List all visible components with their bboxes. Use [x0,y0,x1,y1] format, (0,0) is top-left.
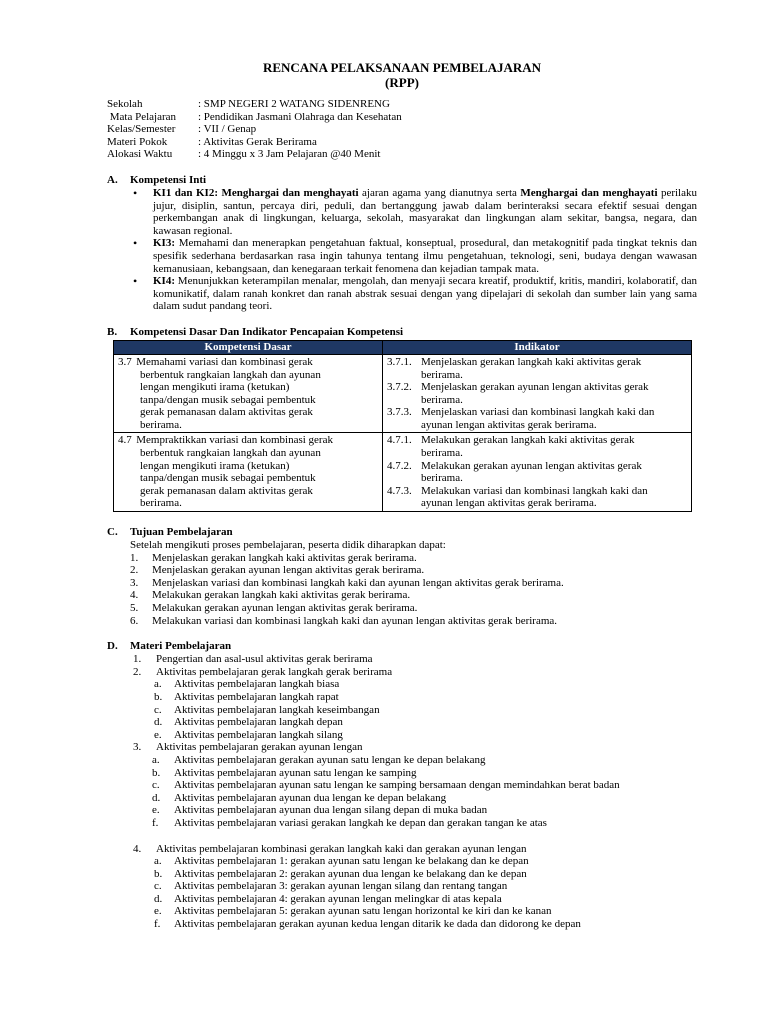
kd-line: berirama. [140,497,182,510]
kd-line: lengan mengikuti irama (ketukan) [140,381,290,394]
sub-letter: a. [152,753,160,766]
identity-key: Alokasi Waktu [107,148,173,161]
table-row [114,433,692,512]
indicator-item [387,434,688,459]
identity-value: : VII / Genap [198,123,257,136]
materi-item [107,843,697,856]
identity-key: Kelas/Semester [107,123,176,136]
list-text: Aktivitas pembelajaran kombinasi gerakan langkah kaki dan gerakan ayunan lengan [156,842,527,855]
identity-row-alokasi-waktu [107,148,697,161]
list-text: Menjelaskan gerakan langkah kaki aktivitas gerak berirama. [152,551,417,564]
section-kompetensi-dasar [107,326,697,512]
section-heading [107,526,697,539]
materi-subitem [107,716,697,729]
table-header-row [114,340,692,354]
rpp-page [107,60,697,931]
sub-letter: a. [154,855,162,868]
indicator-line: ayunan lengan aktivitas gerak berirama. [421,497,597,510]
kd-number: 4.7 [118,434,132,447]
tujuan-intro: Setelah mengikuti proses pembelajaran, peserta didik diharapkan dapat: [130,539,446,552]
section-materi-pembelajaran [107,640,697,930]
indicator-item [387,485,688,510]
indicator-line: Melakukan gerakan ayunan lengan aktivitas gerak [421,459,642,472]
sub-letter: c. [154,880,162,893]
list-number: 1. [133,653,142,666]
sub-text: Aktivitas pembelajaran 2: gerakan ayunan dua lengan ke belakang dan ke depan [174,867,527,880]
list-item [107,615,697,628]
sub-text: Aktivitas pembelajaran 4: gerakan ayunan lengan melingkar di atas kepala [174,892,502,905]
list-number: 2. [130,564,139,577]
indicator-line: berirama. [421,472,463,485]
list-number: 2. [133,665,142,678]
kd-line: berbentuk rangkaian langkah dan ayunan [140,368,321,381]
indicator-number: 4.7.1. [387,434,412,447]
sub-letter: f. [152,816,159,829]
section-title: Kompetensi Inti [130,173,207,186]
kd-line: gerak pemanasan dalam aktivitas gerak [140,484,313,497]
identity-key: Materi Pokok [107,135,168,148]
section-heading [107,640,697,653]
sub-text: Aktivitas pembelajaran langkah rapat [174,690,339,703]
materi-subitem [107,754,697,767]
sub-letter: a. [154,678,162,691]
ki-text: perilaku jujur, disiplin, santun, percaya diri, peduli, dan bertanggung jawab dalam berinteraksi secara efektif sesuai dengan perkembangan anak di lingkungan, keluarga, sekolah, masyarakat dan lingkungan alam sekitar, bangsa, negara, dan kawasan regional. [153,186,697,237]
sub-letter: e. [152,804,160,817]
kd-cell [114,433,383,512]
section-title: Materi Pembelajaran [130,640,232,653]
ki-item-1-2 [131,187,697,237]
table-row [114,354,692,433]
indicator-cell [383,354,692,433]
sub-letter: c. [152,779,160,792]
kd-number: 3.7 [118,355,132,368]
ki-text: Menunjukkan keterampilan menalar, mengolah, dan menyaji secara kreatif, produktif, kritis, mandiri, kolaboratif, dan komunikatif, dalam ranah konkret dan ranah abstrak sesuai dengan yang dipelajari di sekolah dan sumber lain yang sama dalam sudut pandang teori. [153,275,697,313]
sub-letter: e. [154,905,162,918]
materi-subitem [107,918,697,931]
list-text: Melakukan gerakan ayunan lengan aktivitas gerak berirama. [152,602,418,614]
list-text: Pengertian dan asal-usul aktivitas gerak berirama [156,653,373,666]
materi-subitem [107,767,697,780]
materi-subitem [107,779,697,792]
identity-row-mata-pelajaran [107,111,697,124]
indicator-line: berirama. [421,368,463,381]
ki-item-3 [131,237,697,275]
indicator-item [387,460,688,485]
materi-subitem [107,855,697,868]
document-title: RENCANA PELAKSANAAN PEMBELAJARAN [262,60,542,75]
kd-text: Mempraktikkan variasi dan kombinasi gerak [136,434,333,447]
materi-subitem [107,868,697,881]
ki-text: ajaran agama yang dianutnya serta [358,186,521,199]
document-subtitle: (RPP) [385,75,419,90]
sub-letter: d. [154,892,163,905]
materi-subitem [107,678,697,691]
sub-text: Aktivitas pembelajaran ayunan dua lengan ke depan belakang [174,791,447,804]
identity-key: Sekolah [107,98,143,110]
section-title: Kompetensi Dasar Dan Indikator Pencapaian Kompetensi [130,325,404,338]
materi-item [107,653,697,666]
indicator-line: Menjelaskan gerakan ayunan lengan aktivitas gerak [421,381,649,394]
list-text: Melakukan variasi dan kombinasi langkah kaki dan ayunan lengan aktivitas gerak berirama. [152,614,558,627]
materi-subitem [107,880,697,893]
indicator-number: 3.7.2. [387,381,412,394]
sub-letter: b. [154,690,163,703]
list-number: 3. [130,576,139,589]
section-title: Tujuan Pembelajaran [130,526,233,539]
sub-text: Aktivitas pembelajaran ayunan satu lengan ke samping bersamaan dengan memindahkan berat badan [174,779,620,792]
sub-letter: e. [154,728,162,741]
kd-line: tanpa/dengan musik sebagai pembentuk [140,393,316,406]
sub-letter: c. [154,703,162,716]
materi-subitem [107,691,697,704]
identity-key: Mata Pelajaran [107,110,177,123]
identity-value: : SMP NEGERI 2 WATANG SIDENRENG [198,98,390,110]
sub-letter: d. [154,716,163,729]
identity-block [107,98,697,161]
ki-list [107,187,697,313]
sub-text: Aktivitas pembelajaran langkah biasa [174,678,340,691]
sub-letter: b. [154,867,163,880]
kd-cell [114,354,383,433]
materi-item [107,666,697,679]
sub-text: Aktivitas pembelajaran langkah keseimbangan [174,703,380,716]
list-number: 3. [133,741,142,754]
indicator-line: berirama. [421,393,463,406]
indicator-line: ayunan lengan aktivitas gerak berirama. [421,418,597,431]
list-number: 1. [130,551,139,564]
kd-line: berirama. [140,418,182,431]
indicator-number: 4.7.3. [387,484,412,497]
kd-line: tanpa/dengan musik sebagai pembentuk [140,472,316,485]
list-number: 6. [130,614,139,627]
column-header-kompetensi-dasar: Kompetensi Dasar [114,340,383,354]
kd-indicator-table [113,340,692,512]
ki-label: Menghargai dan menghayati [520,186,658,199]
section-letter: B. [107,325,118,338]
indicator-number: 3.7.1. [387,355,412,368]
sub-text: Aktivitas pembelajaran ayunan dua lengan silang depan di muka badan [174,804,488,817]
identity-value: : Aktivitas Gerak Berirama [198,135,317,148]
materi-subitem [107,792,697,805]
sub-text: Aktivitas pembelajaran gerakan ayunan satu lengan ke depan belakang [174,753,486,766]
list-text: Aktivitas pembelajaran gerakan ayunan lengan [156,741,363,754]
materi-subitem [107,817,697,830]
kd-line: berbentuk rangkaian langkah dan ayunan [140,447,321,460]
sub-text: Aktivitas pembelajaran 5: gerakan ayunan satu lengan horizontal ke kiri dan ke kanan [174,905,552,918]
list-item [107,564,697,577]
indicator-line: Menjelaskan gerakan langkah kaki aktivitas gerak [421,355,642,368]
section-kompetensi-inti [107,174,697,313]
indicator-number: 4.7.2. [387,459,412,472]
ki-item-4 [131,275,697,313]
materi-subitem [107,893,697,906]
column-header-indikator: Indikator [383,340,692,354]
section-heading [107,326,697,339]
kd-text: Memahami variasi dan kombinasi gerak [136,355,313,368]
list-item [107,589,697,602]
sub-text: Aktivitas pembelajaran ayunan satu lengan ke samping [174,766,417,779]
ki-label: KI1 dan KI2: Menghargai dan menghayati [153,186,359,199]
section-letter: A. [107,173,118,186]
kd-line: gerak pemanasan dalam aktivitas gerak [140,406,313,419]
section-heading [107,174,697,187]
indicator-number: 3.7.3. [387,406,412,419]
indicator-line: Melakukan variasi dan kombinasi langkah kaki dan [421,484,648,497]
indicator-item [387,406,688,431]
sub-text: Aktivitas pembelajaran langkah depan [174,716,343,729]
indicator-item [387,381,688,406]
list-text: Menjelaskan variasi dan kombinasi langkah kaki dan ayunan lengan aktivitas gerak berirama. [152,576,564,589]
kd-first-line [118,356,379,369]
materi-subitem [107,804,697,817]
sub-letter: f. [154,918,161,931]
list-text: Aktivitas pembelajaran gerak langkah gerak berirama [156,665,393,678]
indicator-line: Menjelaskan variasi dan kombinasi langkah kaki dan [421,406,655,419]
list-number: 5. [130,602,139,614]
list-item [107,552,697,565]
identity-value: : 4 Minggu x 3 Jam Pelajaran @40 Menit [198,148,381,161]
list-number: 4. [130,589,139,602]
materi-subitem [107,729,697,742]
list-text: Melakukan gerakan langkah kaki aktivitas gerak berirama. [152,589,411,602]
list-item [107,577,697,590]
sub-text: Aktivitas pembelajaran 1: gerakan ayunan satu lengan ke belakang dan ke depan [174,855,529,868]
indicator-line: berirama. [421,447,463,460]
sub-letter: d. [152,791,161,804]
list-item [107,602,697,615]
materi-item [107,741,697,754]
sub-letter: b. [152,766,161,779]
sub-text: Aktivitas pembelajaran gerakan ayunan kedua lengan ditarik ke dada dan didorong ke depan [174,918,581,931]
list-number: 4. [133,842,142,855]
list-text: Menjelaskan gerakan ayunan lengan aktivitas gerak berirama. [152,564,425,577]
section-letter: D. [107,640,118,653]
indicator-cell [383,433,692,512]
identity-row-sekolah [107,98,697,111]
materi-subitem [107,905,697,918]
sub-text: Aktivitas pembelajaran 3: gerakan ayunan lengan silang dan rentang tangan [174,880,508,893]
ki-text: Memahami dan menerapkan pengetahuan faktual, konseptual, prosedural, dan metakognitif pada tingkat teknis dan spesifik sederhana berdasarkan rasa ingin tahunya tentang ilmu pengetahuan, teknologi, seni, budaya dengan wawasan kemanusiaan, kebangsaan, dan kenegaraan terkait fenomena dan kejadian tampak mata. [153,237,697,275]
section-letter: C. [107,526,118,539]
ki-label: KI3: [153,237,175,250]
identity-value: : Pendidikan Jasmani Olahraga dan Kesehatan [198,110,402,123]
identity-row-kelas-semester [107,123,697,136]
indicator-line: Melakukan gerakan langkah kaki aktivitas gerak [421,434,635,447]
spacer [107,830,697,843]
ki-label: KI4: [153,275,175,288]
kd-line: lengan mengikuti irama (ketukan) [140,459,290,472]
kd-first-line [118,434,379,447]
sub-text: Aktivitas pembelajaran variasi gerakan langkah ke depan dan gerakan tangan ke atas [174,816,547,829]
indicator-item [387,356,688,381]
sub-text: Aktivitas pembelajaran langkah silang [174,728,343,741]
section-tujuan-pembelajaran [107,526,697,627]
materi-subitem [107,704,697,717]
identity-row-materi-pokok [107,136,697,149]
